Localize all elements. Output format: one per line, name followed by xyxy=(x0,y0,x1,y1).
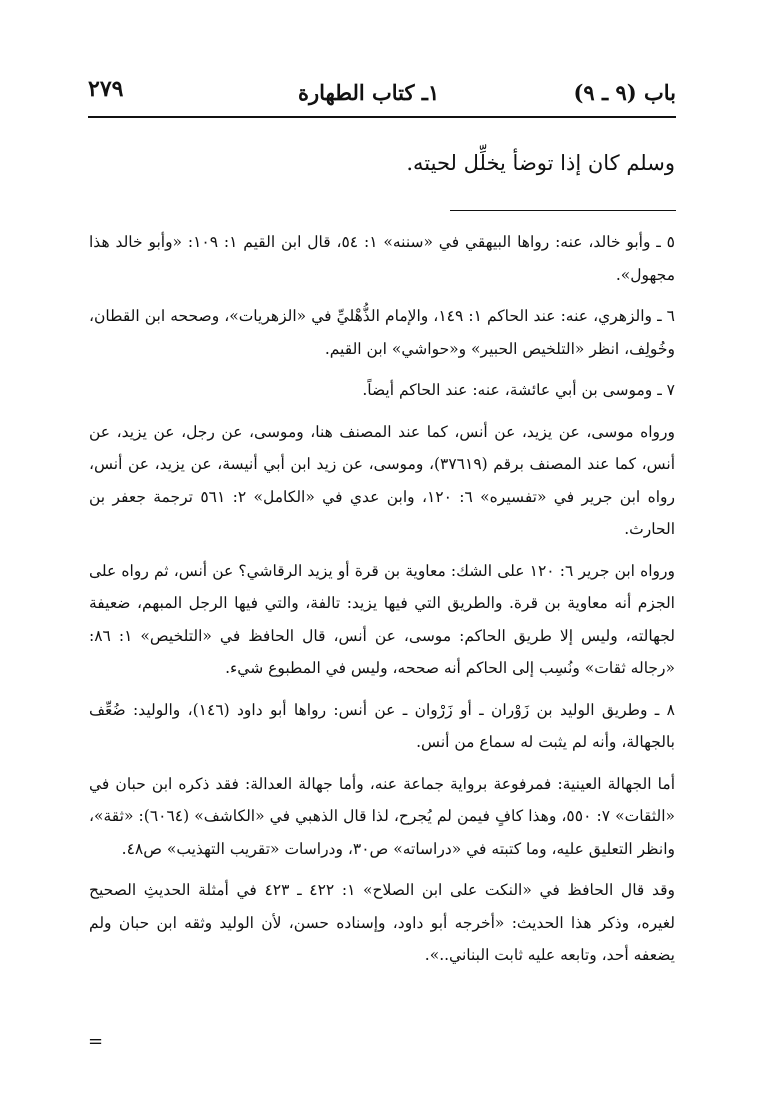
chapter-label: باب (٩ ـ ٩) xyxy=(573,80,676,105)
footnote-paragraph: ٦ ـ والزهري، عنه: عند الحاكم ١: ١٤٩، والإمام الذُّهْليِّ في «الزهريات»، وصححه ابن القطان، وخُولِف، انظر «التلخيص الحبير» و«حواشي» ابن القيم. xyxy=(89,307,675,358)
footnotes xyxy=(89,226,675,981)
footnote-paragraph: وقد قال الحافظ في «النكت على ابن الصلاح» ١: ٤٢٢ ـ ٤٢٣ في أمثلة الحديثِ الصحيح لغيره، وذكر هذا الحديث: «أخرجه أبو داود، وإسناده حسن، لأن الوليد وثقه ابن حبان ولم يضعفه أحد، وتابعه عليه ثابت البناني..». xyxy=(89,881,675,964)
footnote-paragraph: أما الجهالة العينية: فمرفوعة برواية جماعة عنه، وأما جهالة العدالة: فقد ذكره ابن حبان في «الثقات» ٧: ٥٥٠، وهذا كافٍ فيمن لم يُجرح، لذا قال الذهبي في «الكاشف» (٦٠٦٤): «ثقة»، وانظر التعليق عليه، وما كتبته في «دراساته» ص٣٠، ودراسات «تقريب التهذيب» ص٤٨. xyxy=(89,774,675,858)
page-number: ٢٧٩ xyxy=(88,76,124,102)
book-title: ١ـ كتاب الطهارة xyxy=(298,80,440,105)
footnote-paragraph: ورواه ابن جرير ٦: ١٢٠ على الشك: معاوية بن قرة أو يزيد الرقاشي؟ عن أنس، ثم رواه على الجزم أنه معاوية بن قرة. والطريق التي فيها يزيد: تالفة، والتي فيها الرجل المبهم، ضعيفة لجهالته، وليس إلا طريق الحاكم: موسى، عن أنس، قال الحافظ في «التلخيص» ١: ٨٦: «رجاله ثقات» ونُسِب إلى الحاكم أنه صححه، وليس في المطبوع شيء. xyxy=(89,561,675,677)
footnote-paragraph: ٨ ـ وطريق الوليد بن زَوْران ـ أو زَرْوان ـ عن أنس: رواها أبو داود (١٤٦)، والوليد: ضُعِّف بالجهالة، وأنه لم يثبت له سماع من أنس. xyxy=(89,700,675,751)
footnote-paragraph: ٧ ـ وموسى بن أبي عائشة، عنه: عند الحاكم أيضاً. xyxy=(362,381,675,399)
end-mark: = xyxy=(88,1031,104,1052)
running-header xyxy=(88,72,676,118)
footnote-divider xyxy=(450,210,676,211)
footnote-paragraph: ورواه موسى، عن يزيد، عن أنس، كما عند المصنف هنا، وموسى، عن رجل، عن يزيد، عن أنس، كما عند المصنف برقم (٣٧٦١٩)، وموسى، عن زيد ابن أبي أنيسة، عن يزيد، عن أنس، رواه ابن جرير في «تفسيره» ٦: ١٢٠، وابن عدي في «الكامل» ٢: ٥٦١ ترجمة جعفر بن الحارث. xyxy=(89,422,675,538)
footnote-paragraph: ٥ ـ وأبو خالد، عنه: رواها البيهقي في «سننه» ١: ٥٤، قال ابن القيم ١: ١٠٩: «وأبو خالد هذا مجهول». xyxy=(89,233,675,284)
main-text: وسلم كان إذا توضأ يخلِّل لحيته. xyxy=(406,151,675,175)
